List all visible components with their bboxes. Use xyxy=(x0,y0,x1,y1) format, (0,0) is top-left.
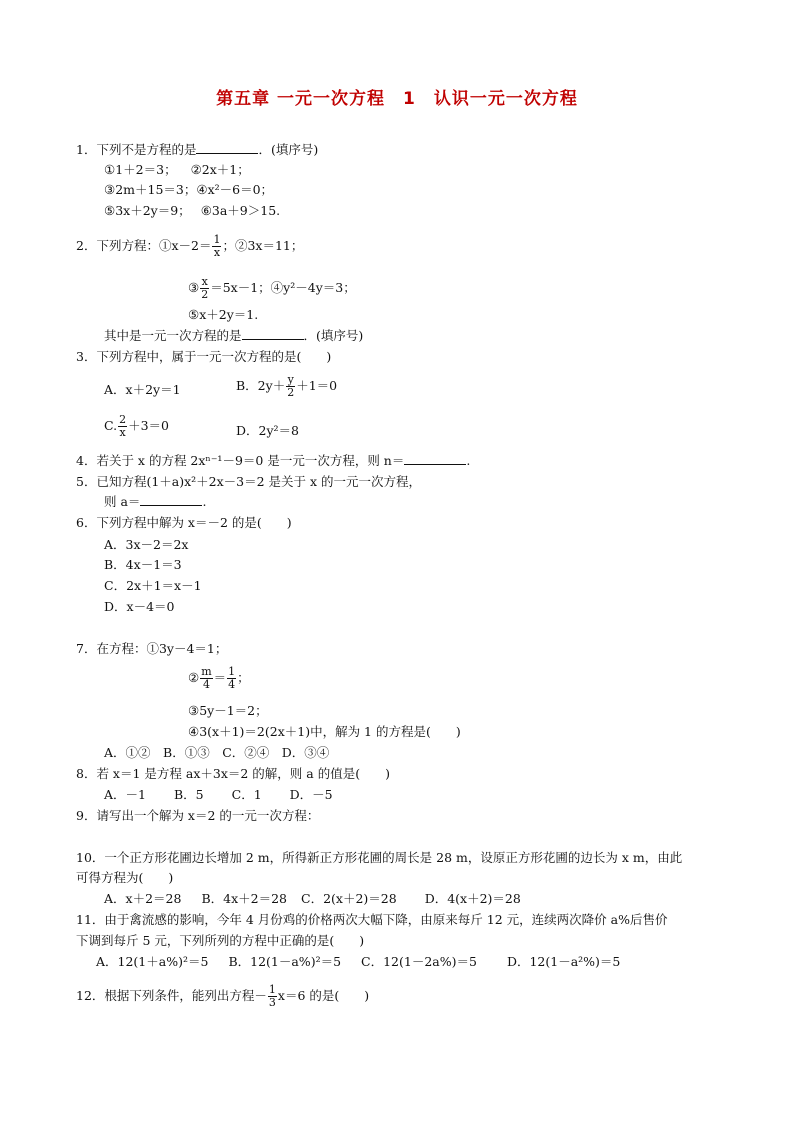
answer-blank[interactable] xyxy=(404,453,466,465)
question-11-choices: A．12(1＋a%)²＝5 B．12(1－a%)²＝5 C．12(1－2a%)＝5 D．12(1－a²%)＝5 xyxy=(96,954,621,969)
question-10-choices: A．x＋2＝28 B．4x＋2＝28 C．2(x＋2)＝28 D．4(x＋2)＝28 xyxy=(104,891,521,906)
question-3-choice-d: D．2y²＝8 xyxy=(236,423,300,438)
question-5-ask: 则 a＝ . xyxy=(104,494,207,509)
question-11-stem-line-1: 11．由于禽流感的影响，今年 4 月份鸡的价格两次大幅下降，由原来每斤 12 元，连续两次降价 a%后售价 xyxy=(76,912,668,927)
question-6-choice-d: D．x－4＝0 xyxy=(104,599,175,614)
question-1-options-row-2: ③2m＋15＝3；④x²－6＝0； xyxy=(104,182,274,197)
fraction-y-over-2: $\frac{y}{2}$ xyxy=(287,373,295,399)
question-11-stem-line-2: 下调到每斤 5 元，下列所列的方程中正确的是( ) xyxy=(76,933,365,948)
answer-blank[interactable] xyxy=(242,328,304,340)
question-7-stem: 7．在方程：①3y－4＝1； xyxy=(76,641,228,656)
fraction-m-over-4: $\frac{m}{4}$ xyxy=(201,665,212,691)
question-8-choices: A．－1 B．5 C．1 D．－5 xyxy=(104,787,333,802)
fraction-1-over-x: $\frac{1}{x}$ xyxy=(213,233,221,259)
question-10-stem-line-2: 可得方程为( ) xyxy=(76,870,174,885)
question-6-choice-a: A．3x－2＝2x xyxy=(104,537,189,552)
question-3-choice-a: A．x＋2y＝1 xyxy=(104,382,181,397)
question-6-choice-c: C．2x＋1＝x－1 xyxy=(104,578,202,593)
answer-blank[interactable] xyxy=(140,494,202,506)
question-7-option-2: ② $\frac{m}{4}$ ＝ $\frac{1}{4}$ ； xyxy=(188,665,250,691)
question-9-stem: 9．请写出一个解为 x＝2 的一元一次方程： xyxy=(76,808,320,823)
question-3-choice-c: C. $\frac{2}{x}$ ＋3＝0 xyxy=(104,413,169,439)
fraction-1-over-4: $\frac{1}{4}$ xyxy=(228,665,236,691)
question-5-stem: 5．已知方程(1＋a)x²＋2x－3＝2 是关于 x 的一元一次方程， xyxy=(76,474,422,489)
question-4-stem: 4．若关于 x 的方程 2xⁿ⁻¹－9＝0 是一元一次方程，则 n＝ . xyxy=(76,453,471,468)
question-2-stem: 2．下列方程：①x－2＝ $\frac{1}{x}$ ；②3x＝11； xyxy=(76,233,304,259)
question-12-stem: 12．根据下列条件，能列出方程－ $\frac{1}{3}$ x＝6 的是( ) xyxy=(76,983,370,1009)
question-1-options-row-3: ⑤3x＋2y＝9； ⑥3a＋9＞15. xyxy=(104,203,281,218)
question-1-options-row-1: ①1＋2＝3； ②2x＋1； xyxy=(104,162,250,177)
question-2-options-row-3: ⑤x＋2y＝1. xyxy=(188,307,259,322)
fraction-2-over-x: $\frac{2}{x}$ xyxy=(119,413,127,439)
question-3-choice-b: B．2y＋ $\frac{y}{2}$ ＋1＝0 xyxy=(236,373,338,399)
fraction-1-over-3: $\frac{1}{3}$ xyxy=(268,983,276,1009)
question-7-option-3: ③5y－1＝2； xyxy=(188,703,268,718)
question-3-stem: 3．下列方程中，属于一元一次方程的是( ) xyxy=(76,349,332,364)
question-8-stem: 8．若 x＝1 是方程 ax＋3x＝2 的解，则 a 的值是( ) xyxy=(76,766,390,781)
question-2-options-row-2: ③ $\frac{x}{2}$ ＝5x－1；④y²－4y＝3； xyxy=(188,275,356,301)
question-6-choice-b: B．4x－1＝3 xyxy=(104,557,182,572)
question-1-stem: 1．下列不是方程的是 ．(填序号) xyxy=(76,142,319,157)
fraction-x-over-2: $\frac{x}{2}$ xyxy=(201,275,209,301)
answer-blank[interactable] xyxy=(196,142,258,154)
question-7-choices: A．①② B．①③ C．②④ D．③④ xyxy=(104,745,330,760)
page-title: 第五章 一元一次方程 1 认识一元一次方程 xyxy=(216,89,578,109)
question-7-option-4: ④3(x＋1)＝2(2x＋1)中，解为 1 的方程是( ) xyxy=(188,724,461,739)
question-10-stem-line-1: 10．一个正方形花圃边长增加 2 m，所得新正方形花圃的周长是 28 m，设原正方形花圃的边长为 x m，由此 xyxy=(76,850,683,865)
question-2-ask: 其中是一元一次方程的是 ．(填序号) xyxy=(104,328,364,343)
question-6-stem: 6．下列方程中解为 x＝－2 的是( ) xyxy=(76,515,292,530)
